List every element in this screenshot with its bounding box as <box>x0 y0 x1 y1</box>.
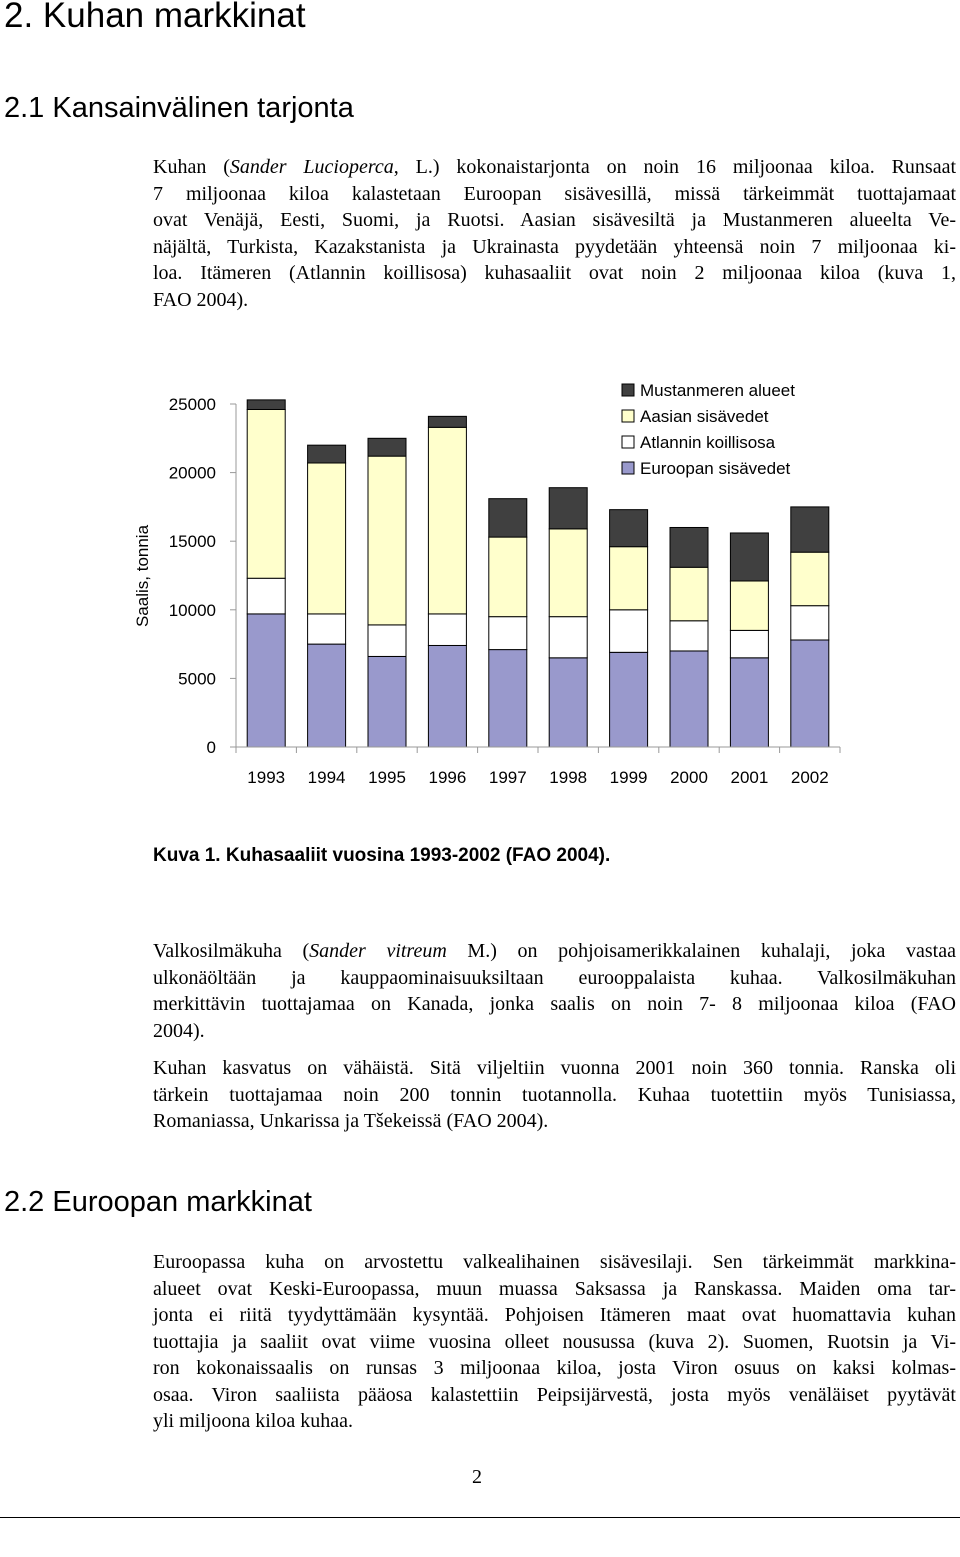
y-tick-label: 5000 <box>178 669 216 689</box>
section-heading-2-2: 2.2 Euroopan markkinat <box>4 1186 312 1218</box>
bar-segment <box>549 529 587 617</box>
bar-segment <box>428 614 466 646</box>
x-tick-label: 1998 <box>549 768 588 787</box>
bar-segment <box>730 533 768 581</box>
text-line: 2004). <box>153 1019 205 1042</box>
bar-segment <box>489 617 527 650</box>
legend-label: Atlannin koillisosa <box>640 433 776 452</box>
bar-segment <box>610 547 648 610</box>
x-tick-label: 2000 <box>670 768 708 787</box>
bar-segment <box>791 606 829 640</box>
bar-segment <box>730 581 768 630</box>
chapter-heading: 2. Kuhan markkinat <box>4 0 306 35</box>
bar-segment <box>730 630 768 657</box>
paragraph-european-markets <box>153 1249 956 1435</box>
bar-segment <box>549 617 587 658</box>
x-tick-label: 2002 <box>790 768 829 787</box>
text-line: Romaniassa, Unkarissa ja Tšekeissä (FAO 2004). <box>153 1110 549 1132</box>
y-tick-label: 0 <box>206 738 216 757</box>
footer-rule <box>0 1517 960 1518</box>
bar-segment <box>670 567 708 621</box>
y-tick-label: 10000 <box>168 600 216 620</box>
bar-segment <box>247 400 285 410</box>
text-line: FAO 2004). <box>153 288 249 311</box>
bar-segment <box>428 427 466 614</box>
bar-segment <box>791 507 829 552</box>
bar-segment <box>308 445 346 463</box>
legend-label: Aasian sisävedet <box>640 407 769 426</box>
figure-caption: Kuva 1. Kuhasaaliit vuosina 1993-2002 (FAO 2004). <box>153 845 611 866</box>
text-line: yli miljoona kiloa kuhaa. <box>153 1410 353 1432</box>
bar-segment <box>368 656 406 747</box>
y-tick-label: 15000 <box>168 532 216 552</box>
x-tick-label: 1994 <box>307 768 346 787</box>
legend-swatch <box>622 462 634 474</box>
bar-segment <box>549 488 587 529</box>
text-line: näjältä, Turkista, Kazakstanista ja Ukrainasta pyydetään yhteensä noin 7 miljoonaa ki- <box>153 235 956 258</box>
paragraph-international-supply <box>153 154 956 313</box>
legend-swatch <box>622 384 634 396</box>
text-line: jonta ei riitä tyydyttämään kysyntää. Pohjoisen Itämeren maat ovat huomattavia kuhan <box>153 1304 956 1326</box>
text-line: merkittävin tuottajamaa on Kanada, jonka saalis on noin 7- 8 miljoonaa kiloa (FAO <box>153 993 956 1015</box>
text-line: tärkein tuottajamaa noin 200 tonnin tuotannolla. Kuhaa tuotettiin myös Tunisiassa, <box>153 1083 956 1106</box>
bar-segment <box>368 625 406 657</box>
page-number: 2 <box>472 1466 482 1488</box>
text-line: Kuhan (Sander Lucioperca, L.) kokonaistarjonta on noin 16 miljoonaa kiloa. Runsaat <box>153 156 957 178</box>
legend-swatch <box>622 436 634 448</box>
x-tick-label: 1995 <box>368 768 406 787</box>
bar-segment <box>670 527 708 567</box>
bar-segment <box>428 416 466 427</box>
x-tick-label: 1997 <box>488 768 527 787</box>
x-tick-label: 1996 <box>428 768 467 787</box>
bar-segment <box>308 463 346 614</box>
text-line: Kuhan kasvatus on vähäistä. Sitä viljeltiin vuonna 2001 noin 360 tonnia. Ranska oli <box>153 1057 956 1079</box>
bar-segment <box>428 645 466 747</box>
bar-segment <box>791 640 829 747</box>
legend-swatch <box>622 410 634 422</box>
bar-segment <box>791 552 829 606</box>
y-tick-label: 25000 <box>168 395 216 414</box>
bar-segment <box>610 652 648 747</box>
bar-segment <box>489 650 527 747</box>
text-line: 7 miljoonaa kiloa kalastetaan Euroopan sisävesillä, missä tärkeimmät tuottajamaat <box>153 182 956 205</box>
x-tick-label: 2001 <box>730 768 769 787</box>
x-tick-label: 1993 <box>247 768 286 787</box>
bar-segment <box>247 614 285 747</box>
paragraph-aquaculture <box>153 1055 956 1135</box>
text-line: loa. Itämeren (Atlannin koillisosa) kuhasaaliit ovat noin 2 miljoonaa kiloa (kuva 1, <box>153 262 956 284</box>
legend-label: Mustanmeren alueet <box>640 381 795 400</box>
text-line: tuottajia ja saaliit ovat viime vuosina olleet nousussa (kuva 2). Suomen, Ruotsin ja Vi- <box>153 1330 956 1353</box>
bar-segment <box>610 510 648 547</box>
chart-legend <box>622 381 795 478</box>
pikeperch-catch-chart <box>0 370 960 800</box>
bar-segment <box>489 537 527 617</box>
x-tick-label: 1999 <box>609 768 648 787</box>
bar-segment <box>308 644 346 747</box>
text-line: ron kokonaissaalis on runsas 3 miljoonaa kiloa, josta Viron osuus on kaksi kolmas- <box>153 1357 956 1379</box>
paragraph-walleye <box>153 938 956 1044</box>
bar-segment <box>308 614 346 644</box>
legend-label: Euroopan sisävedet <box>640 459 791 478</box>
bar-segment <box>247 409 285 578</box>
text-line: osaa. Viron saaliista pääosa kalastettiin Peipsijärvestä, josta myös venäläiset pyytävät <box>153 1383 956 1406</box>
bar-segment <box>368 456 406 625</box>
text-line: ulkonäöltään ja kauppaominaisuuksiltaan eurooppalaista kuhaa. Valkosilmäkuhan <box>153 966 956 989</box>
y-tick-label: 20000 <box>168 463 216 483</box>
y-axis-label: Saalis, tonnia <box>133 524 152 628</box>
bar-segment <box>549 658 587 747</box>
bar-segment <box>670 651 708 747</box>
text-line: ovat Venäjä, Eesti, Suomi, ja Ruotsi. Aasian sisävesiltä ja Mustanmeren alueelta Ve- <box>153 209 956 231</box>
bar-segment <box>730 658 768 747</box>
bar-segment <box>247 578 285 614</box>
text-line: Valkosilmäkuha (Sander vitreum M.) on pohjoisamerikkalainen kuhalaji, joka vastaa <box>153 940 956 962</box>
bar-segment <box>610 610 648 653</box>
text-line: Euroopassa kuha on arvostettu valkealihainen sisävesilaji. Sen tärkeimmät markkina- <box>153 1251 956 1273</box>
text-line: alueet ovat Keski-Euroopassa, muun muassa Saksassa ja Ranskassa. Maiden oma tar- <box>153 1277 956 1300</box>
bar-segment <box>670 621 708 651</box>
bar-segment <box>368 438 406 456</box>
bar-segment <box>489 499 527 537</box>
section-heading-2-1: 2.1 Kansainvälinen tarjonta <box>4 92 354 124</box>
